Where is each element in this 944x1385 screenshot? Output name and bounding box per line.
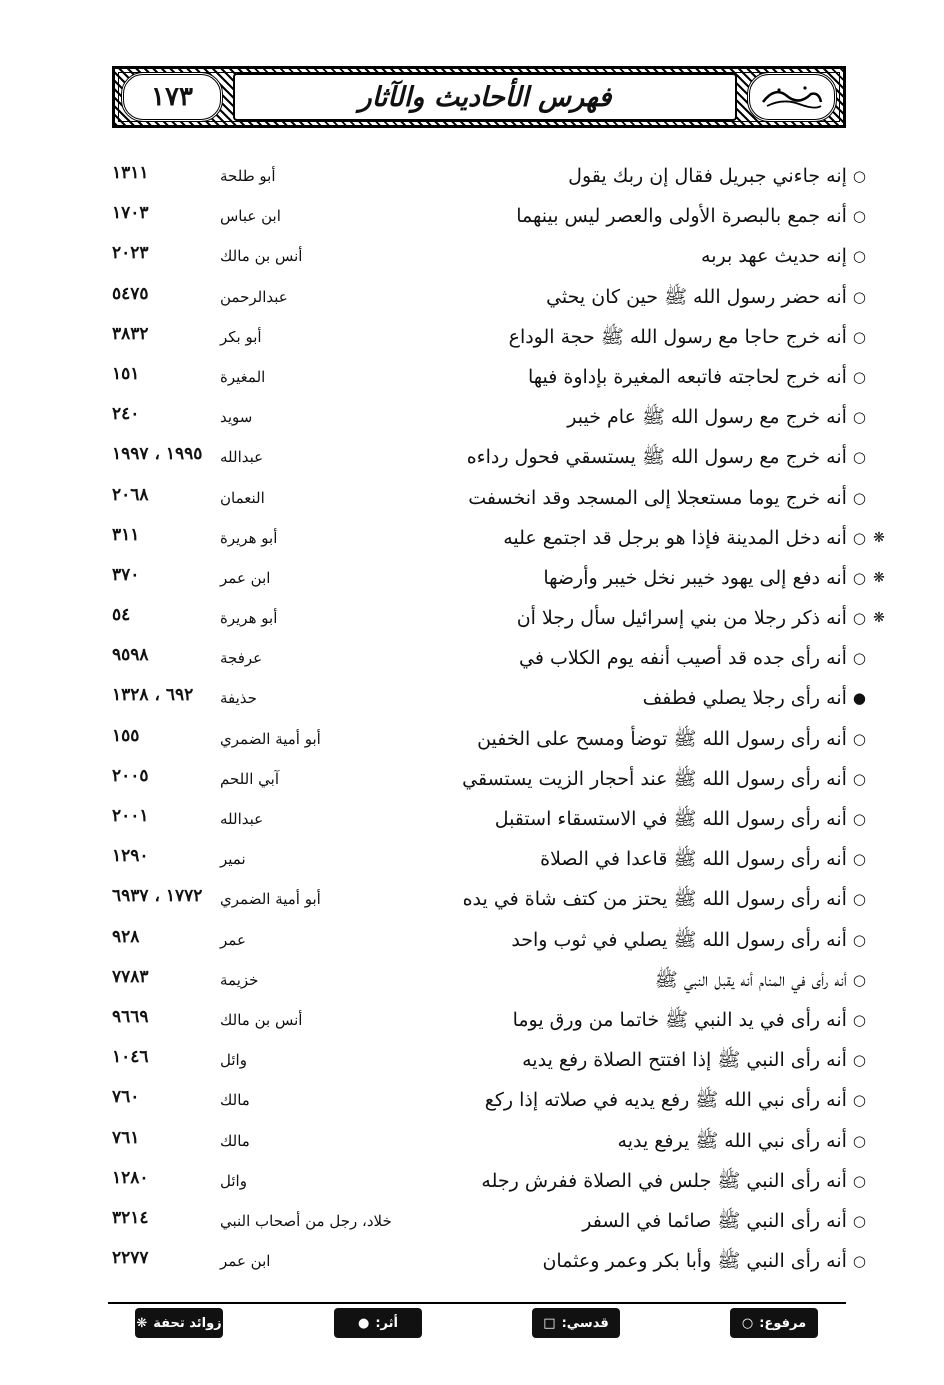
- entry-marker-icon: ○: [852, 528, 866, 547]
- hadith-reference-numbers: ١٧٠٣: [112, 203, 149, 224]
- index-entry: [0, 960, 944, 1000]
- hadith-index-list: [0, 156, 944, 1281]
- zawaid-star-icon: [870, 638, 888, 678]
- page-number-badge: [121, 72, 223, 122]
- narrator-name: عبدالله: [220, 810, 264, 828]
- hadith-reference-numbers: ١٥١: [112, 363, 140, 384]
- narrator-name: آبي اللحم: [220, 769, 279, 788]
- narrator-name: ابن عمر: [220, 568, 271, 587]
- zawaid-star-icon: [870, 879, 888, 919]
- hadith-incipit: أنه خرج حاجا مع رسول الله ﷺ حجة الوداع: [508, 325, 847, 348]
- hadith-incipit: أنه رأى رسول الله ﷺ قاعدا في الصلاة: [540, 848, 847, 871]
- hadith-incipit: أنه رأى النبي ﷺ جلس في الصلاة ففرش رجله: [481, 1169, 847, 1192]
- index-entry: [0, 196, 944, 236]
- index-entry: [0, 558, 944, 598]
- index-entry: [0, 1161, 944, 1201]
- hadith-incipit: أنه رأى النبي ﷺ صائما في السفر: [582, 1209, 847, 1232]
- legend-athar: [334, 1308, 422, 1338]
- hadith-incipit: أنه رأى النبي ﷺ إذا افتتح الصلاة رفع يديه: [522, 1049, 847, 1072]
- index-entry: [0, 839, 944, 879]
- legend-athar-label: أثر:: [375, 1315, 398, 1331]
- zawaid-star-icon: [870, 1161, 888, 1201]
- book-seal-icon: [747, 72, 837, 122]
- narrator-name: وائل: [220, 1171, 247, 1190]
- zawaid-star-icon: [870, 317, 888, 357]
- hadith-incipit: أنه دفع إلى يهود خيبر نخل خيبر وأرضها: [543, 566, 847, 589]
- narrator-name: خزيمة: [220, 970, 259, 989]
- index-entry: [0, 879, 944, 919]
- entry-text-group: [468, 478, 866, 518]
- legend-marfu-label: مرفوع:: [759, 1315, 807, 1331]
- entry-text-group: [516, 196, 866, 236]
- index-entry: [0, 478, 944, 518]
- index-entry: [0, 1000, 944, 1040]
- index-title: فهرس الأحاديث والآثار: [358, 81, 612, 113]
- zawaid-star-icon: [870, 196, 888, 236]
- hadith-reference-numbers: ٢٠٢٣: [112, 243, 149, 264]
- entry-marker-icon: ○: [852, 247, 866, 266]
- hadith-incipit: أنه رأى رجلا يصلي فطفف: [642, 687, 847, 710]
- zawaid-star-icon: [870, 1040, 888, 1080]
- hadith-incipit: أنه رأى رسول الله ﷺ يحتز من كتف شاة في يده: [462, 888, 847, 911]
- hadith-incipit: أنه رأى رسول الله ﷺ عند أحجار الزيت يستسقي: [462, 767, 847, 790]
- zawaid-star-icon: [870, 1000, 888, 1040]
- narrator-name: أبو بكر: [220, 327, 262, 346]
- zawaid-star-icon: [870, 357, 888, 397]
- hadith-incipit: أنه رأى نبي الله ﷺ يرفع يديه: [617, 1129, 847, 1152]
- entry-marker-icon: ○: [852, 327, 866, 346]
- entry-marker-icon: ○: [852, 207, 866, 226]
- hadith-incipit: أنه خرج مع رسول الله ﷺ يستسقي فحول رداءه: [466, 446, 847, 469]
- entry-marker-icon: ○: [852, 408, 866, 427]
- hadith-reference-numbers: ٧٦٠: [112, 1087, 140, 1108]
- hadith-incipit: إنه حديث عهد بربه: [701, 245, 847, 268]
- index-entry: [0, 1201, 944, 1241]
- entry-text-group: [568, 156, 866, 196]
- entry-text-group: [701, 236, 866, 276]
- zawaid-star-icon: [870, 1080, 888, 1120]
- hadith-incipit: أنه حضر رسول الله ﷺ حين كان يحثي: [546, 285, 847, 308]
- index-entry: [0, 678, 944, 718]
- narrator-name: خلاد، رجل من أصحاب النبي: [220, 1211, 392, 1230]
- entry-marker-icon: ○: [852, 890, 866, 909]
- narrator-name: حذيفة: [220, 689, 257, 708]
- entry-text-group: [655, 960, 866, 1000]
- hadith-reference-numbers: ١٣١١: [112, 163, 149, 183]
- hadith-reference-numbers: ١٩٩٥ ، ١٩٩٧: [112, 444, 203, 465]
- index-entry: [0, 397, 944, 437]
- hadith-reference-numbers: ٣١١: [112, 524, 140, 545]
- entry-marker-icon: ○: [852, 649, 866, 668]
- index-title-panel: [233, 73, 737, 121]
- legend-zawaid: [135, 1308, 223, 1338]
- zawaid-star-icon: [870, 156, 888, 196]
- hadith-reference-numbers: ١٠٤٦: [112, 1047, 149, 1068]
- entry-text-group: [477, 719, 866, 759]
- zawaid-star-icon: ❋: [873, 569, 885, 586]
- entry-marker-icon: ○: [852, 810, 866, 828]
- page-header: [112, 66, 846, 128]
- entry-text-group: [528, 357, 866, 397]
- index-entry: [0, 156, 944, 196]
- zawaid-star-icon: [870, 799, 888, 839]
- narrator-name: عبدالرحمن: [220, 287, 288, 306]
- zawaid-star-icon: ❋: [873, 529, 885, 546]
- entry-text-group: [567, 397, 866, 437]
- index-entry: [0, 1121, 944, 1161]
- index-entry: [0, 638, 944, 678]
- entry-text-group: [495, 799, 866, 839]
- hadith-reference-numbers: ٣٨٣٢: [112, 323, 149, 344]
- entry-marker-icon: ○: [852, 488, 866, 507]
- legend-marfu: [730, 1308, 818, 1338]
- legend-zawaid-label: زوائد تحفة: [153, 1315, 222, 1331]
- hadith-reference-numbers: ٢٠٠١: [112, 806, 149, 826]
- entry-text-group: [618, 1121, 866, 1161]
- narrator-name: أبو هريرة: [220, 528, 278, 547]
- narrator-name: مالك: [220, 1091, 250, 1110]
- index-entry: [0, 799, 944, 839]
- zawaid-star-icon: [870, 1241, 888, 1281]
- narrator-name: عبدالله: [220, 448, 264, 467]
- hadith-reference-numbers: ٢٢٧٧: [112, 1248, 149, 1269]
- zawaid-star-icon: [870, 960, 888, 1000]
- hadith-reference-numbers: ٣٧٠: [112, 564, 140, 585]
- entry-marker-icon: ○: [852, 1131, 866, 1150]
- zawaid-star-icon: [870, 478, 888, 518]
- entry-marker-icon: ○: [852, 1051, 866, 1070]
- narrator-name: أبو أمية الضمري: [220, 890, 321, 909]
- entry-text-group: [511, 920, 866, 960]
- entry-marker-icon: ●: [852, 689, 866, 708]
- narrator-name: عرفجة: [220, 649, 263, 668]
- hadith-reference-numbers: ٩٥٩٨: [112, 645, 149, 666]
- entry-text-group: [522, 1040, 866, 1080]
- narrator-name: مالك: [220, 1131, 250, 1150]
- open-circle-icon: ○: [741, 1315, 754, 1331]
- hadith-incipit: أنه رأى في المنام أنه يقبل النبي ﷺ: [654, 968, 847, 991]
- narrator-name: أبو طلحة: [220, 167, 276, 185]
- entry-text-group: [546, 277, 866, 317]
- index-entry: [0, 1241, 944, 1281]
- hadith-reference-numbers: ٣٢١٤: [112, 1207, 149, 1228]
- entry-text-group: [463, 879, 866, 919]
- entry-text-group: [509, 317, 866, 357]
- hadith-incipit: أنه رأى رسول الله ﷺ في الاستسقاء استقبل: [494, 808, 847, 830]
- narrator-name: ابن عمر: [220, 1252, 271, 1271]
- index-entry: [0, 1080, 944, 1120]
- hadith-reference-numbers: ٧٦١: [112, 1127, 140, 1148]
- entry-text-group: [517, 598, 866, 638]
- hadith-incipit: أنه دخل المدينة فإذا هو برجل قد اجتمع عليه: [503, 526, 847, 549]
- zawaid-star-icon: [870, 236, 888, 276]
- index-entry: [0, 518, 944, 558]
- entry-marker-icon: ○: [852, 1010, 866, 1029]
- entry-marker-icon: ○: [852, 568, 866, 587]
- entry-marker-icon: ○: [852, 970, 866, 989]
- entry-text-group: [485, 1080, 866, 1120]
- narrator-name: عمر: [220, 930, 246, 949]
- hadith-incipit: أنه خرج يوما مستعجلا إلى المسجد وقد انخسفت: [468, 486, 847, 509]
- entry-text-group: [519, 638, 866, 678]
- entry-text-group: [481, 1161, 866, 1201]
- hadith-reference-numbers: ٧٧٨٣: [112, 966, 149, 987]
- zawaid-star-icon: ❋: [873, 610, 885, 627]
- hadith-incipit: أنه رأى النبي ﷺ وأبا بكر وعمر وعثمان: [542, 1250, 847, 1273]
- zawaid-star-icon: [870, 1201, 888, 1241]
- index-entry: [0, 277, 944, 317]
- entry-marker-icon: ○: [852, 1252, 866, 1271]
- entry-text-group: [643, 678, 866, 718]
- hadith-reference-numbers: ٢٠٦٨: [112, 484, 149, 505]
- zawaid-star-icon: [870, 920, 888, 960]
- hadith-incipit: أنه رأى نبي الله ﷺ رفع يديه في صلاته إذا ركع: [484, 1089, 847, 1112]
- entry-marker-icon: ○: [852, 287, 866, 306]
- hadith-reference-numbers: ٢٤٠: [112, 404, 140, 425]
- narrator-name: وائل: [220, 1051, 247, 1070]
- entry-marker-icon: ○: [852, 448, 866, 467]
- narrator-name: أبو أمية الضمري: [220, 729, 321, 748]
- zawaid-star-icon: [870, 277, 888, 317]
- entry-text-group: [543, 558, 866, 598]
- zawaid-star-icon: [870, 1121, 888, 1161]
- narrator-name: نمير: [220, 850, 246, 869]
- footer-divider: [108, 1302, 846, 1304]
- hadith-reference-numbers: ٢٠٠٥: [112, 765, 149, 786]
- entry-text-group: [503, 518, 866, 558]
- narrator-name: أنس بن مالك: [220, 1010, 303, 1029]
- entry-marker-icon: ○: [852, 769, 866, 788]
- entry-text-group: [467, 437, 866, 477]
- narrator-name: أبو هريرة: [220, 609, 278, 628]
- hadith-reference-numbers: ١٢٨٠: [112, 1167, 149, 1188]
- hadith-incipit: أنه رأى رسول الله ﷺ توضأ ومسح على الخفين: [477, 727, 847, 750]
- narrator-name: أنس بن مالك: [220, 247, 303, 266]
- zawaid-star-icon: [870, 437, 888, 477]
- hadith-incipit: أنه خرج مع رسول الله ﷺ عام خيبر: [567, 406, 847, 429]
- hadith-incipit: أنه جمع بالبصرة الأولى والعصر ليس بينهما: [516, 205, 847, 228]
- index-entry: [0, 719, 944, 759]
- narrator-name: المغيرة: [220, 367, 266, 386]
- entry-marker-icon: ○: [852, 729, 866, 748]
- entry-text-group: [513, 1000, 866, 1040]
- entry-marker-icon: ○: [852, 1211, 866, 1230]
- index-entry: [0, 920, 944, 960]
- index-entry: [0, 1040, 944, 1080]
- index-entry: [0, 236, 944, 276]
- narrator-name: ابن عباس: [220, 207, 281, 226]
- calligraphy-logo-icon: [757, 82, 827, 112]
- entry-marker-icon: ○: [852, 367, 866, 386]
- hadith-incipit: أنه رأى رسول الله ﷺ يصلي في ثوب واحد: [511, 928, 847, 951]
- index-entry: [0, 437, 944, 477]
- zawaid-star-icon: [870, 678, 888, 718]
- entry-marker-icon: ○: [852, 609, 866, 628]
- hadith-reference-numbers: ٥٤: [112, 605, 131, 626]
- entry-text-group: [582, 1201, 866, 1241]
- entry-marker-icon: ○: [852, 850, 866, 869]
- legend-qudsi: [532, 1308, 620, 1338]
- hadith-incipit: أنه خرج لحاجته فاتبعه المغيرة بإداوة فيها: [527, 365, 847, 388]
- page-number: ١٧٣: [151, 82, 193, 112]
- index-entry: [0, 357, 944, 397]
- zawaid-star-icon: [870, 397, 888, 437]
- index-entry: [0, 317, 944, 357]
- legend-qudsi-label: قدسي:: [561, 1315, 609, 1331]
- entry-marker-icon: ○: [852, 1091, 866, 1110]
- hadith-incipit: أنه ذكر رجلا من بني إسرائيل سأل رجلا أن: [516, 607, 847, 630]
- index-entry: [0, 759, 944, 799]
- entry-marker-icon: ○: [852, 930, 866, 949]
- entry-text-group: [540, 839, 866, 879]
- zawaid-star-icon: [870, 719, 888, 759]
- entry-text-group: [542, 1241, 866, 1281]
- entry-marker-icon: ○: [852, 167, 866, 185]
- asterisk-star-icon: ❋: [136, 1315, 148, 1331]
- hadith-reference-numbers: ٦٩٢ ، ١٣٢٨: [112, 685, 194, 706]
- hadith-reference-numbers: ١٥٥: [112, 725, 140, 746]
- entry-marker-icon: ○: [852, 1171, 866, 1190]
- hadith-reference-numbers: ١٢٩٠: [112, 846, 149, 867]
- hadith-incipit: أنه رأى جده قد أصيب أنفه يوم الكلاب في: [519, 647, 847, 670]
- filled-circle-icon: ●: [358, 1315, 370, 1331]
- narrator-name: النعمان: [220, 488, 265, 507]
- index-entry: [0, 598, 944, 638]
- entry-text-group: [462, 759, 866, 799]
- zawaid-star-icon: [870, 759, 888, 799]
- hadith-reference-numbers: ٥٤٧٥: [112, 283, 149, 304]
- hadith-reference-numbers: ١٧٧٢ ، ٦٩٣٧: [112, 886, 203, 907]
- open-square-icon: □: [543, 1315, 556, 1331]
- hadith-incipit: إنه جاءني جبريل فقال إن ربك يقول: [568, 165, 847, 187]
- hadith-reference-numbers: ٩٦٦٩: [112, 1006, 149, 1027]
- hadith-reference-numbers: ٩٢٨: [112, 926, 140, 947]
- hadith-incipit: أنه رأى في يد النبي ﷺ خاتما من ورق يوما: [512, 1008, 847, 1031]
- zawaid-star-icon: [870, 839, 888, 879]
- narrator-name: سويد: [220, 408, 253, 427]
